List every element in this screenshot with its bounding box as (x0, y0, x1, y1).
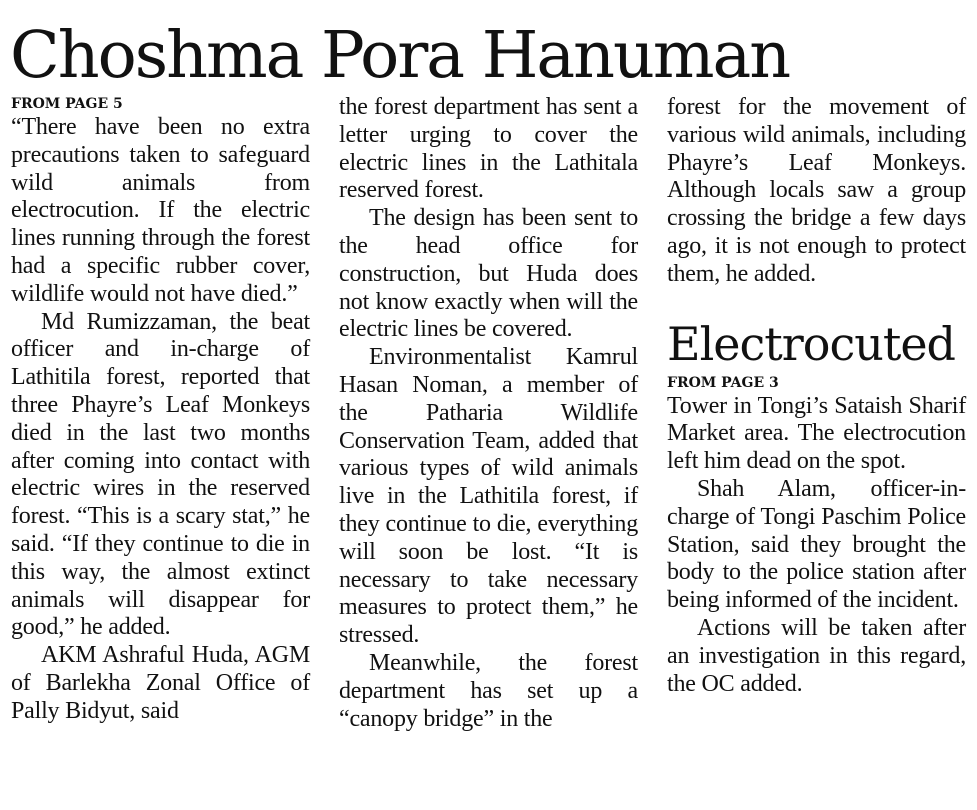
jump-line-from-page: FROM PAGE 5 (11, 96, 123, 112)
article-paragraph: The design has been sent to the head office for construction, but Huda does not know exactly when will the electric lines be covered. (339, 205, 638, 343)
article-paragraph: forest for the movement of various wild animals, including Phayre’s Leaf Monkeys. Although locals saw a group crossing the bridge a few days ago, it is not enough to protect them, he added. (667, 94, 966, 287)
article-column-2 (339, 94, 638, 733)
article-paragraph: Actions will be taken after an investigation in this regard, the OC added. (667, 614, 966, 697)
sub-headline: Electrocuted (667, 316, 955, 371)
article-paragraph: Shah Alam, officer-in-charge of Tongi Paschim Police Station, said they brought the body to the police station after being informed of the incident. (667, 475, 966, 614)
article-paragraph: “There have been no extra precautions taken to safeguard wild animals from electrocution. If the electric lines running through the forest had a specific rubber cover, wildlife would not have died.” (11, 114, 310, 307)
article-column-1 (11, 94, 310, 726)
article-paragraph: Meanwhile, the forest department has set up a “canopy bridge” in the (339, 649, 638, 732)
article-paragraph: AKM Ashraful Huda, AGM of Barlekha Zonal Office of Pally Bidyut, said (11, 642, 310, 724)
headline: Choshma Pora Hanuman (10, 18, 790, 93)
jump-line-from-page: FROM PAGE 3 (667, 374, 779, 391)
article-paragraph: Tower in Tongi’s Sataish Sharif Market area. The electrocution left him dead on the spot. (667, 392, 966, 475)
article-column-3 (667, 94, 966, 698)
article-paragraph: the forest department has sent a letter urging to cover the electric lines in the Lathitala reserved forest. (339, 94, 638, 204)
article-paragraph: Environmentalist Kamrul Hasan Noman, a member of the Patharia Wildlife Conservation Team, added that various types of wild animals live in the Lathitila forest, if they continue to die, everything will soon be lost. “It is necessary to take necessary measures to protect them,” he stressed. (339, 344, 638, 649)
article-paragraph: Md Rumizzaman, the beat officer and in-charge of Lathitila forest, reported that three Phayre’s Leaf Monkeys died in the last two months after coming into contact with electric wires in the reserved forest. “This is a scary stat,” he said. “If they continue to die in this way, the almost extinct animals will disappear for good,” he added. (11, 308, 310, 641)
